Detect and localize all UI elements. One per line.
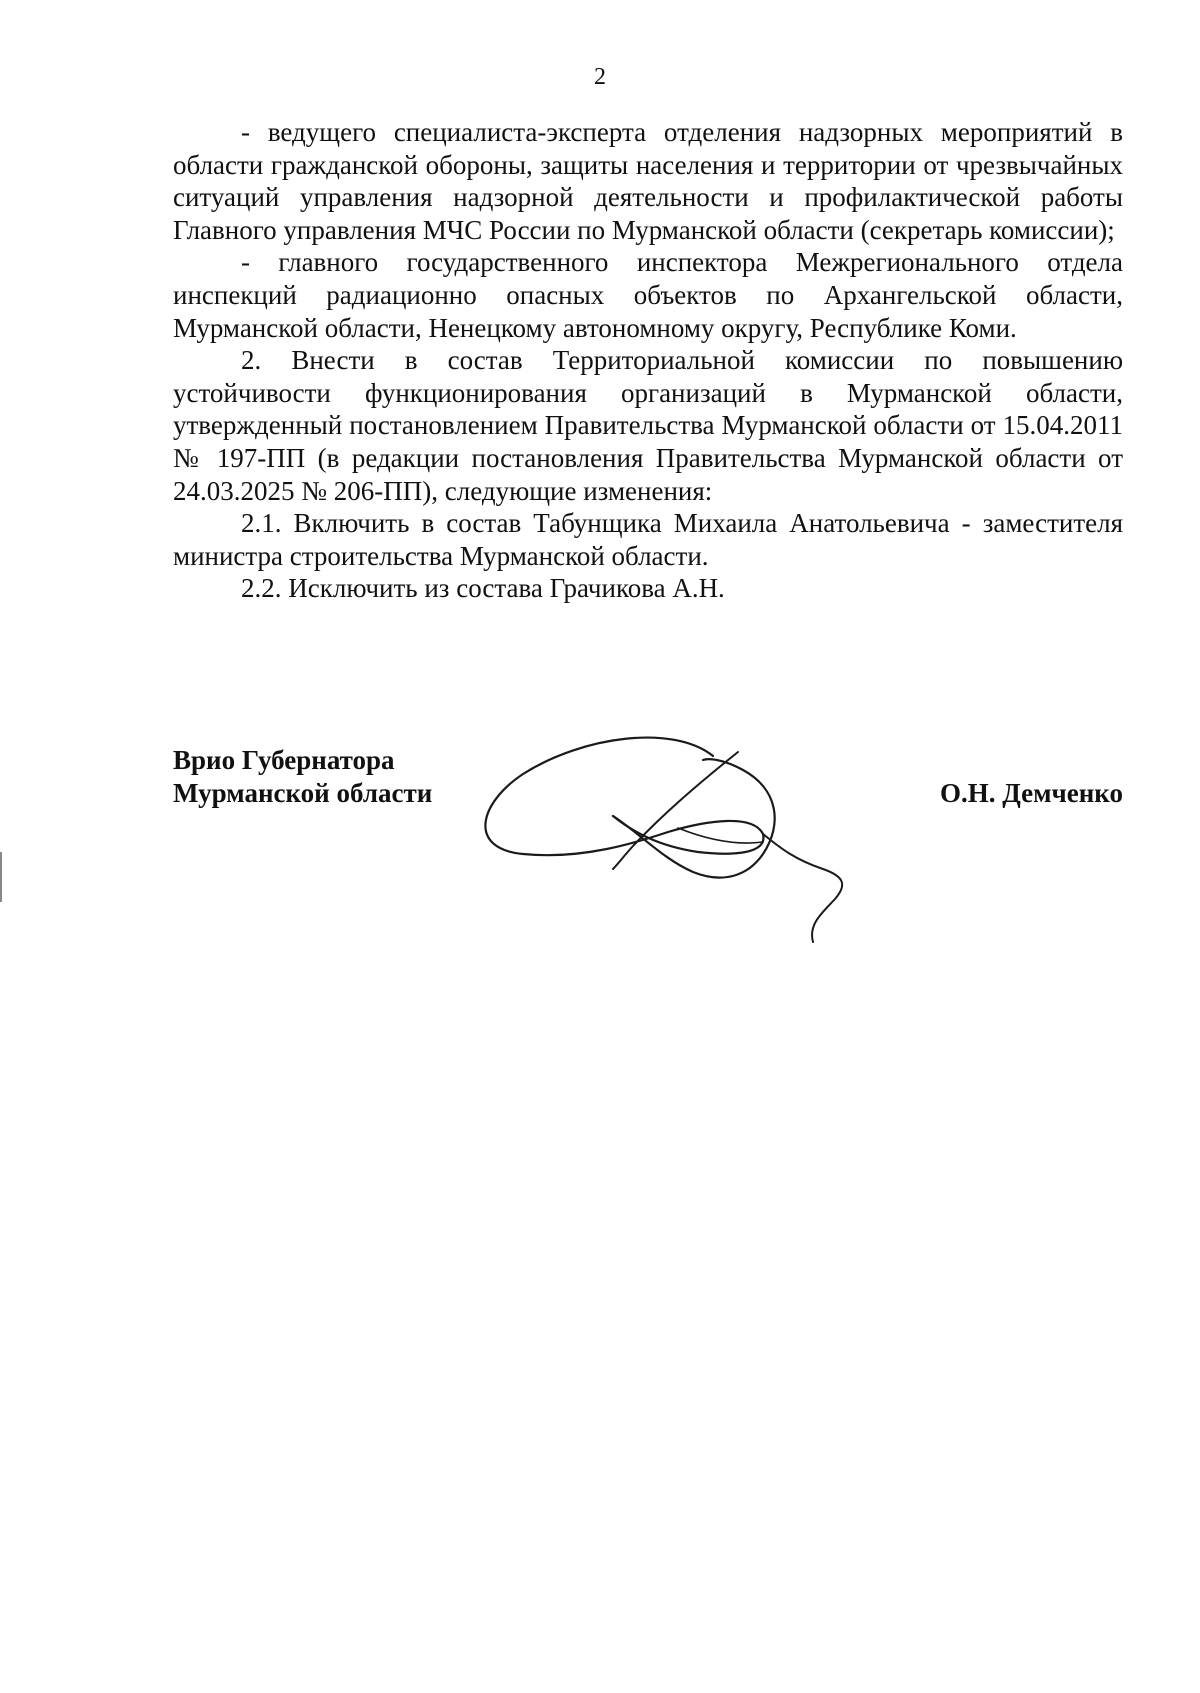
handwritten-signature (463, 734, 883, 974)
page-number: 2 (594, 64, 606, 90)
signature-block (173, 744, 1123, 974)
signatory-name: О.Н. Демченко (939, 778, 1123, 808)
signatory-title-line2: Мурманской области (173, 778, 433, 808)
document-body (173, 116, 1123, 605)
paragraph-secretary: - ведущего специалиста-эксперта отделения надзорных мероприятий в области гражданской обороны, защиты населения и территории от чрезвычайных ситуаций управления надзорной деятельности и профилактической работы Главного управления МЧС России по Мурманской области (секретарь комиссии); (173, 117, 1123, 245)
signatory-title (173, 744, 432, 810)
paragraph-item-2-2: 2.2. Исключить из состава Грачикова А.Н. (241, 573, 725, 604)
scan-edge-mark (0, 852, 2, 902)
paragraph-inspector: - главного государственного инспектора Межрегионального отдела инспекций радиационно опасных объектов по Архангельской области, Мурманской области, Ненецкому автономному округу, Республике Коми. (173, 247, 1123, 343)
signatory-title-line1: Врио Губернатора (173, 745, 395, 775)
paragraph-item-2: 2. Внести в состав Территориальной комиссии по повышению устойчивости функционирования организаций в Мурманской области, утвержденный постановлением Правительства Мурманской области от 15.04.2011 № 197-ПП (в редакции постановления Правительства Мурманской области от 24.03.2025 № 206-ПП), следующие изменения: (173, 345, 1123, 506)
paragraph-item-2-1: 2.1. Включить в состав Табунщика Михаила Анатольевича - заместителя министра строительства Мурманской области. (173, 508, 1123, 571)
